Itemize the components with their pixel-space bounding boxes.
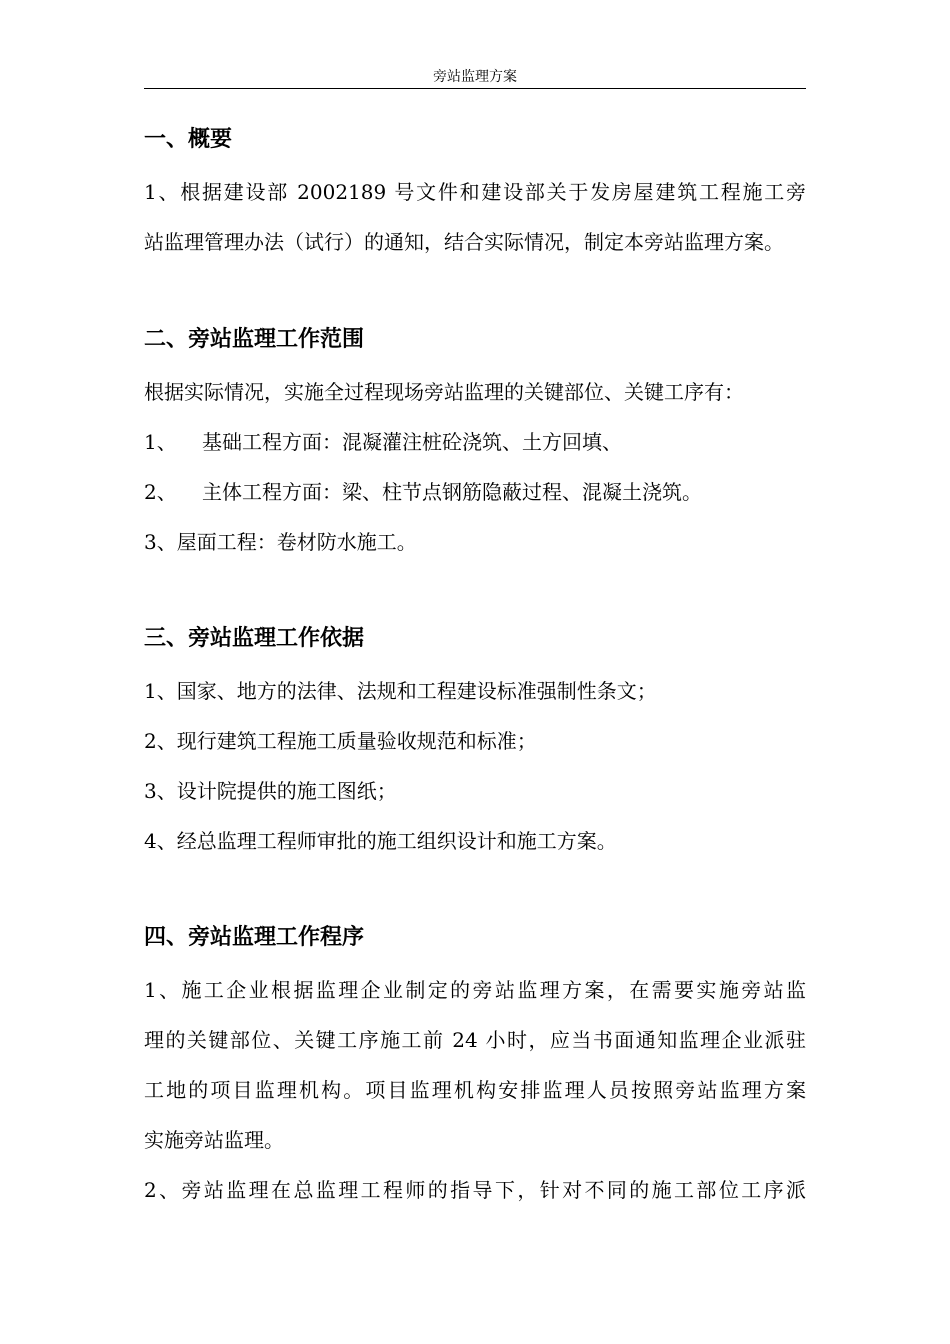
paragraph-line: 1、施工企业根据监理企业制定的旁站监理方案，在需要实施旁站监: [144, 978, 806, 1002]
list-item: 4、经总监理工程师审批的施工组织设计和施工方案。: [144, 829, 617, 853]
paragraph-line: 工地的项目监理机构。项目监理机构安排监理人员按照旁站监理方案: [144, 1078, 806, 1102]
list-item: 2、现行建筑工程施工质量验收规范和标准；: [144, 729, 537, 753]
list-item-number: 2、: [144, 480, 177, 504]
paragraph-line: 实施旁站监理。: [144, 1128, 284, 1152]
paragraph-line: 理的关键部位、关键工序施工前 24 小时，应当书面通知监理企业派驻: [144, 1028, 806, 1052]
list-item: 1、国家、地方的法律、法规和工程建设标准强制性条文；: [144, 679, 657, 703]
list-item: [144, 430, 824, 454]
paragraph-line: 根据实际情况，实施全过程现场旁站监理的关键部位、关键工序有：: [144, 380, 744, 404]
list-item: 3、设计院提供的施工图纸；: [144, 779, 397, 803]
section-heading-scope: 二、旁站监理工作范围: [144, 327, 365, 352]
list-item-number: 1、: [144, 430, 177, 454]
list-item-text: 主体工程方面：梁、柱节点钢筋隐蔽过程、混凝土浇筑。: [202, 480, 702, 504]
running-header: 旁站监理方案: [433, 69, 517, 85]
section-heading-basis: 三、旁站监理工作依据: [144, 626, 365, 651]
header-rule: [144, 88, 806, 89]
list-item: 3、屋面工程：卷材防水施工。: [144, 530, 417, 554]
section-heading-overview: 一、概要: [144, 127, 233, 152]
paragraph-line: 2、旁站监理在总监理工程师的指导下，针对不同的施工部位工序派: [144, 1178, 806, 1202]
list-item: [144, 480, 824, 504]
section-heading-procedure: 四、旁站监理工作程序: [144, 925, 365, 950]
paragraph-line: 站监理管理办法（试行）的通知，结合实际情况，制定本旁站监理方案。: [144, 230, 784, 254]
paragraph-line: 1、根据建设部 2002189 号文件和建设部关于发房屋建筑工程施工旁: [144, 180, 806, 204]
list-item-text: 基础工程方面：混凝灌注桩砼浇筑、土方回填、: [202, 430, 622, 454]
